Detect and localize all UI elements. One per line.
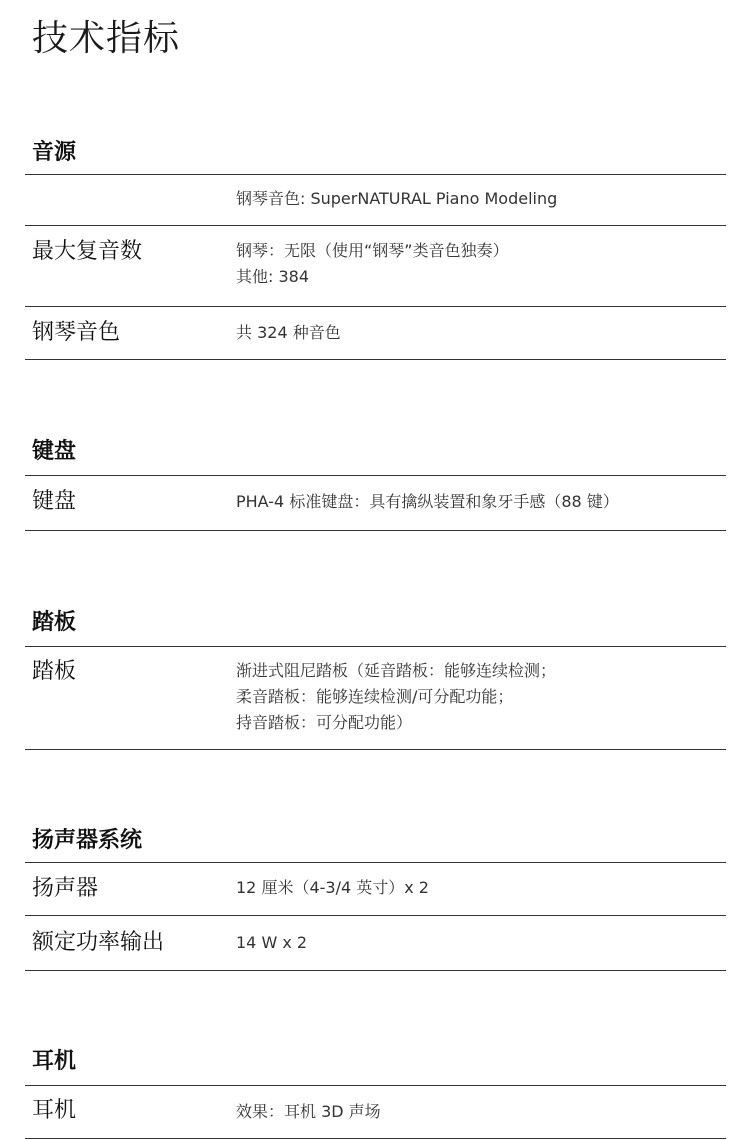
section-title-speaker-system: 扬声器系统	[32, 828, 143, 853]
section-title-sound-source: 音源	[32, 140, 77, 165]
spec-value-line: 12 厘米（4-3/4 英寸）x 2	[236, 878, 429, 897]
spec-value-line: PHA-4 标准键盘：具有擒纵装置和象牙手感（88 键）	[236, 492, 619, 511]
spec-value-line: 14 W x 2	[236, 933, 308, 952]
section-divider	[25, 749, 726, 750]
section-title-headphones: 耳机	[32, 1049, 77, 1074]
spec-value-line: 渐进式阻尼踏板（延音踏板：能够连续检测；	[236, 661, 557, 680]
section-title-pedals: 踏板	[32, 610, 77, 635]
section-divider	[25, 970, 726, 971]
page-title: 技术指标	[32, 18, 181, 59]
spec-value-max-polyphony	[236, 238, 509, 290]
section-divider	[25, 646, 726, 647]
row-divider	[25, 225, 726, 226]
spec-value-speakers	[236, 875, 429, 901]
spec-value-line: 钢琴：无限（使用“钢琴”类音色独奏）	[236, 241, 509, 260]
spec-value-line: 其他: 384	[236, 267, 310, 286]
spec-value-line: 共 324 种音色	[236, 323, 341, 342]
spec-label-headphones: 耳机	[32, 1098, 77, 1123]
spec-value-pedals	[236, 658, 556, 736]
spec-value-line: 持音踏板：可分配功能）	[236, 713, 413, 732]
section-divider	[25, 862, 726, 863]
spec-label-max-polyphony: 最大复音数	[32, 239, 143, 264]
spec-label-keyboard: 键盘	[32, 489, 77, 514]
spec-label-piano-tones: 钢琴音色	[32, 320, 121, 345]
section-divider	[25, 1138, 726, 1139]
spec-label-rated-power: 额定功率输出	[32, 930, 165, 955]
spec-value-rated-power	[236, 930, 307, 956]
section-divider	[25, 1085, 726, 1086]
spec-value-line: 效果：耳机 3D 声场	[236, 1102, 381, 1121]
row-divider	[25, 306, 726, 307]
spec-value-line: 柔音踏板：能够连续检测/可分配功能；	[236, 687, 514, 706]
spec-value-piano-tone	[236, 186, 557, 212]
spec-label-speakers: 扬声器	[32, 876, 99, 901]
spec-value-piano-tones	[236, 320, 341, 346]
section-title-keyboard: 键盘	[32, 439, 77, 464]
section-divider	[25, 174, 726, 175]
section-divider	[25, 530, 726, 531]
row-divider	[25, 915, 726, 916]
spec-label-pedals: 踏板	[32, 659, 77, 684]
section-divider	[25, 475, 726, 476]
section-divider	[25, 359, 726, 360]
spec-value-line: 钢琴音色: SuperNATURAL Piano Modeling	[236, 189, 558, 208]
spec-value-headphones	[236, 1099, 381, 1125]
spec-value-keyboard	[236, 489, 619, 515]
